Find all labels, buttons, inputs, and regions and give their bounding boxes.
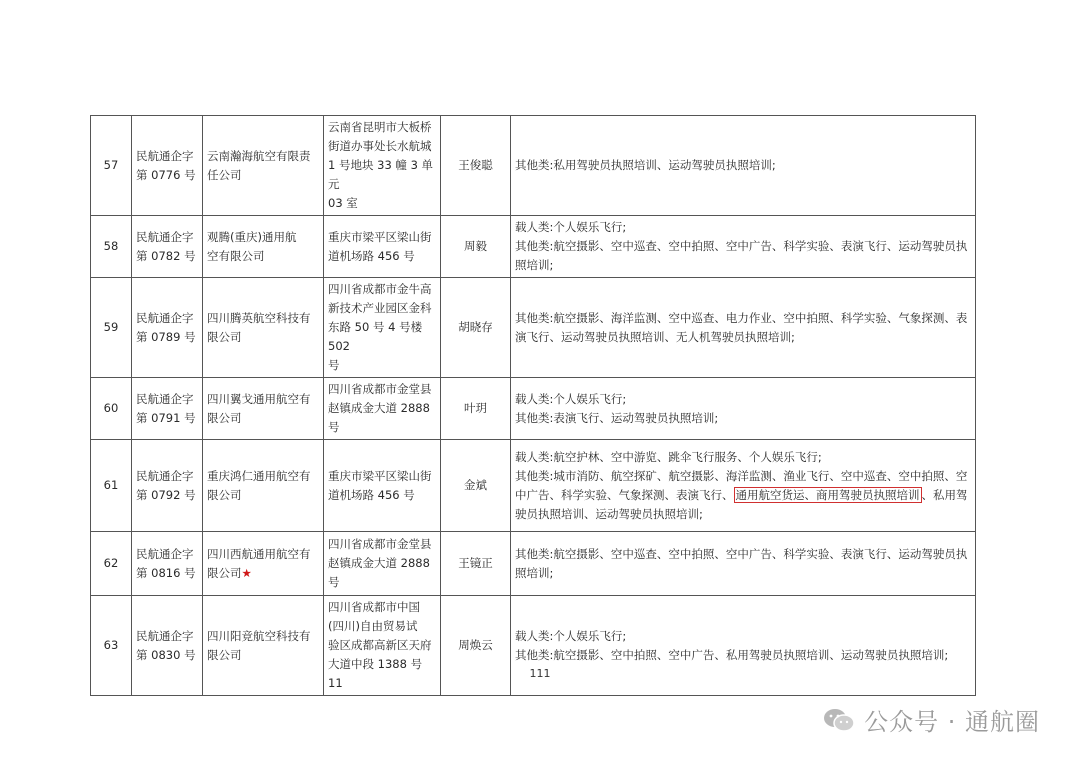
business-scope: [511, 440, 976, 532]
row-number: 59: [91, 278, 132, 378]
certificate-line: 第 0776 号: [136, 167, 196, 182]
certificate-line: 第 0782 号: [136, 248, 196, 263]
certificate-line: 第 0792 号: [136, 487, 196, 502]
certificate-line: 民航通企字: [136, 628, 194, 643]
legal-representative: 周焕云: [441, 596, 511, 696]
row-number: 63: [91, 596, 132, 696]
scope-line: 照培训;: [515, 258, 554, 272]
business-scope: [511, 532, 976, 596]
address-line: 东路 50 号 4 号楼 502: [328, 320, 423, 353]
scope-line: 演飞行、运动驾驶员执照培训、无人机驾驶员执照培训;: [515, 329, 795, 344]
row-number: 62: [91, 532, 132, 596]
scope-line: 其他类:航空摄影、空中巡查、空中拍照、空中广告、科学实验、表演飞行、运动驾驶员执: [515, 239, 968, 253]
company-line: 空有限公司: [207, 248, 265, 263]
company-address: [324, 378, 441, 440]
company-name: [203, 532, 324, 596]
company-name: [203, 440, 324, 532]
address-line: 四川省成都市金牛高: [328, 282, 432, 296]
company-name: [203, 216, 324, 278]
scope-line: 驶员执照培训、运动驾驶员执照培训;: [515, 506, 703, 521]
address-line: 云南省昆明市大板桥: [328, 120, 432, 134]
legal-representative: 金斌: [441, 440, 511, 532]
table-row: [91, 440, 976, 532]
legal-representative: 王俊聪: [441, 116, 511, 216]
address-line: 四川省成都市中国: [328, 600, 420, 614]
row-number: 60: [91, 378, 132, 440]
certificate-number: [132, 378, 203, 440]
row-number: 57: [91, 116, 132, 216]
address-line: 号: [328, 358, 340, 372]
legal-representative: 王镜正: [441, 532, 511, 596]
certificate-line: 民航通企字: [136, 229, 194, 244]
scope-line: 其他类:表演飞行、运动驾驶员执照培训;: [515, 410, 719, 425]
certificate-line: 第 0830 号: [136, 647, 196, 662]
wechat-icon: [822, 706, 856, 734]
company-name: [203, 116, 324, 216]
address-line: 道机场路 456 号: [328, 248, 415, 263]
company-line: 观腾(重庆)通用航: [207, 229, 297, 244]
certificate-line: 民航通企字: [136, 546, 194, 561]
scope-line: 其他类:航空摄影、空中巡查、空中拍照、空中广告、科学实验、表演飞行、运动驾驶员执: [515, 546, 968, 561]
company-line: 四川翼戈通用航空有: [207, 391, 311, 406]
company-line: 限公司: [207, 487, 242, 502]
scope-line: 其他类:城市消防、航空探矿、航空摄影、海洋监测、渔业飞行、空中巡查、空中拍照、空: [515, 468, 968, 483]
scope-line: 其他类:私用驾驶员执照培训、运动驾驶员执照培训;: [515, 158, 776, 172]
company-line: 四川腾英航空科技有: [207, 310, 311, 325]
scope-text: 、私用驾: [921, 487, 968, 502]
company-line: 云南瀚海航空有限责: [207, 148, 311, 163]
address-line: 03 室: [328, 196, 358, 210]
company-address: [324, 278, 441, 378]
certificate-number: [132, 216, 203, 278]
company-name: [203, 596, 324, 696]
certificate-number: [132, 532, 203, 596]
table-row: [91, 278, 976, 378]
row-number: 58: [91, 216, 132, 278]
watermark: [822, 702, 1040, 737]
certificate-line: 民航通企字: [136, 310, 194, 325]
business-scope: [511, 378, 976, 440]
address-line: 新技术产业园区金科: [328, 301, 432, 315]
company-line: 限公司★: [207, 565, 252, 580]
certificate-line: 第 0791 号: [136, 410, 196, 425]
address-line: 号: [328, 420, 340, 434]
address-line: 赵镇成金大道 2888: [328, 401, 430, 415]
company-address: [324, 216, 441, 278]
certificate-line: 第 0816 号: [136, 565, 196, 580]
table-row: [91, 596, 976, 696]
certificate-line: 民航通企字: [136, 148, 194, 163]
certificate-number: [132, 116, 203, 216]
address-line: (四川)自由贸易试: [328, 619, 418, 633]
certificate-line: 第 0789 号: [136, 329, 196, 344]
scope-line: 照培训;: [515, 565, 554, 580]
address-line: 街道办事处长水航城: [328, 139, 432, 153]
company-line: 任公司: [207, 167, 242, 182]
certificate-number: [132, 440, 203, 532]
registry-table: [90, 115, 976, 696]
scope-line: 载人类:个人娱乐飞行;: [515, 391, 627, 406]
table-row: [91, 532, 976, 596]
business-scope: [511, 596, 976, 696]
company-address: [324, 532, 441, 596]
scope-line: [515, 486, 971, 505]
certificate-number: [132, 278, 203, 378]
address-line: 重庆市梁平区梁山街: [328, 468, 432, 483]
scope-line: 其他类:航空摄影、海洋监测、空中巡查、电力作业、空中拍照、科学实验、气象探测、表: [515, 310, 968, 325]
company-address: [324, 596, 441, 696]
company-address: [324, 116, 441, 216]
highlighted-scope: 通用航空货运、商用驾驶员执照培训: [735, 487, 920, 502]
certificate-number: [132, 596, 203, 696]
legal-representative: 叶玥: [441, 378, 511, 440]
table-row: [91, 378, 976, 440]
company-line: 四川西航通用航空有: [207, 546, 311, 561]
address-line: 号: [328, 575, 340, 589]
scope-text: 中广告、科学实验、气象探测、表演飞行、: [515, 487, 734, 502]
certificate-line: 民航通企字: [136, 468, 194, 483]
address-line: 道机场路 456 号: [328, 487, 415, 502]
business-scope: [511, 116, 976, 216]
company-line: 四川阳竞航空科技有: [207, 628, 311, 643]
business-scope: [511, 216, 976, 278]
address-line: 1 号地块 33 幢 3 单元: [328, 158, 434, 191]
star-icon: ★: [241, 565, 252, 580]
company-line: 限公司: [207, 647, 242, 662]
scope-line: 载人类:个人娱乐飞行;: [515, 220, 627, 234]
registry-table-body: [91, 116, 976, 696]
business-scope: [511, 278, 976, 378]
address-line: 四川省成都市金堂县: [328, 382, 432, 396]
table-row: [91, 116, 976, 216]
company-name: [203, 278, 324, 378]
scope-line: 载人类:航空护林、空中游览、跳伞飞行服务、个人娱乐飞行;: [515, 449, 822, 464]
table-row: [91, 216, 976, 278]
certificate-line: 民航通企字: [136, 391, 194, 406]
company-address: [324, 440, 441, 532]
address-line: 赵镇成金大道 2888: [328, 556, 430, 570]
address-line: 四川省成都市金堂县: [328, 537, 432, 551]
scope-line: 载人类:个人娱乐飞行;: [515, 628, 627, 643]
company-line: 限公司: [207, 410, 242, 425]
company-line: 限公司: [207, 329, 242, 344]
company-line: 重庆鸿仁通用航空有: [207, 468, 311, 483]
legal-representative: 胡晓存: [441, 278, 511, 378]
page-number: 111: [529, 667, 551, 680]
address-line: 验区成都高新区天府: [328, 638, 432, 652]
watermark-text: 公众号 · 通航圈: [864, 708, 1040, 736]
company-name: [203, 378, 324, 440]
scope-line: 其他类:航空摄影、空中拍照、空中广告、私用驾驶员执照培训、运动驾驶员执照培训;: [515, 647, 949, 662]
address-line: 重庆市梁平区梁山街: [328, 229, 432, 244]
legal-representative: 周毅: [441, 216, 511, 278]
address-line: 大道中段 1388 号 11: [328, 657, 423, 690]
row-number: 61: [91, 440, 132, 532]
